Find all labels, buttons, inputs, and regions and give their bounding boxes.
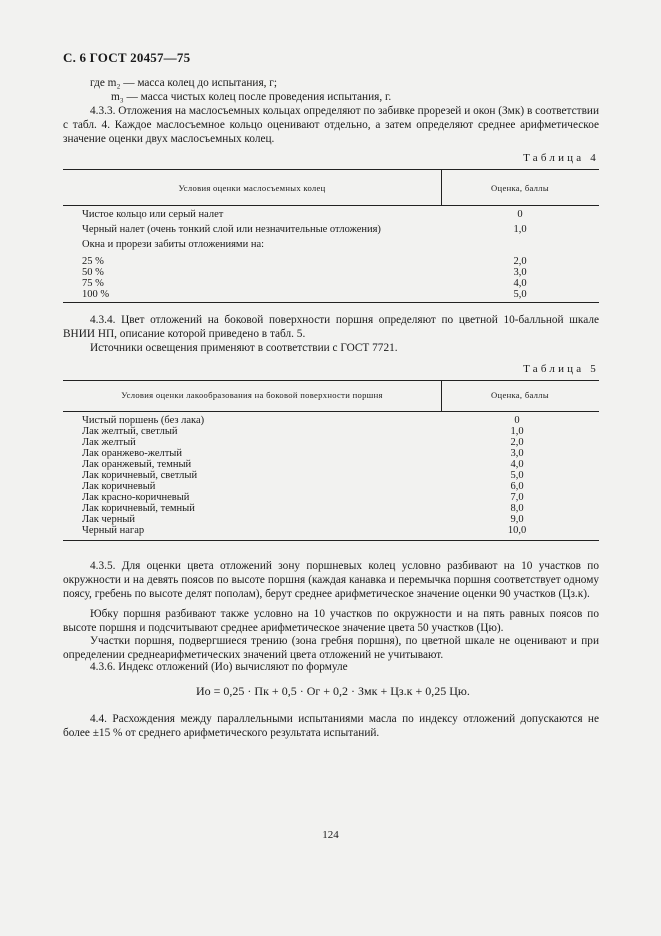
paragraph-4-3-3: 4.3.3. Отложения на маслосъемных кольцах определяют по забивке прорезей и окон (Змк) в соответствии с табл. 4. Каждое маслосъемное кольцо оценивают отдельно, а затем определяют среднее арифметическое значение оценки двух маслосъемных колец. [63,105,599,145]
table4-row-value: 1,0 [513,224,527,235]
table5-row-value: 9,0 [510,514,524,525]
table5-caption: Таблица 5 [523,363,599,375]
table5-row-label: Лак черный [82,514,135,525]
table5-row-label: Лак оранжевый, темный [82,459,192,470]
intro-m2: где m₂ — масса колец до испытания, г; [90,77,278,89]
paragraph-4-3-4: 4.3.4. Цвет отложений на боковой поверхности поршня определяют по цветной 10-балльной шкале ВНИИ НП, описание которой приведено в табл. 5. [63,314,599,340]
table4-subhead: Окна и прорези забиты отложениями на: [82,239,265,250]
table5-row-value: 3,0 [510,448,524,459]
table5-row-value: 6,0 [510,481,524,492]
table5-row-value: 8,0 [510,503,524,514]
table4-pct-label: 50 % [82,267,104,278]
table4-row-label: Чистое кольцо или серый налет [82,209,224,220]
table5-row-label: Лак коричневый, темный [82,503,195,514]
table5-row-value: 10,0 [507,525,527,536]
intro-m3: m₃ — масса чистых колец после проведения испытания, г. [111,91,392,103]
page-number: 124 [322,829,339,841]
table5-top-rule [63,380,599,381]
paragraph-4-3-5-friction: Участки поршня, подвергшиеся трению (зона гребня поршня), по цветной шкале не оценивают и при определении среднеарифметических значений цвета отложений не учитывают. [63,635,599,661]
table5-row-value: 7,0 [510,492,524,503]
table5-row-label: Лак желтый [82,437,136,448]
table5-row-value: 2,0 [510,437,524,448]
table5-row-label: Лак коричневый [82,481,156,492]
table4-pct-value: 5,0 [513,289,527,300]
table4-row-value: 0 [517,209,523,220]
paragraph-4-3-6: 4.3.6. Индекс отложений (Ио) вычисляют по формуле [90,661,348,673]
table5-row-value: 1,0 [510,426,524,437]
paragraph-4-3-5-skirt: Юбку поршня разбивают также условно на 10 участков по окружности и на пять равных поясов по высоте поршня и подсчитывают среднее арифметическое значение цвета 50 участков (Цю). [63,608,599,634]
table5-row-label: Лак коричневый, светлый [82,470,198,481]
table5-row-value: 4,0 [510,459,524,470]
table4-pct-label: 100 % [82,289,110,300]
table4-bottom-rule [63,302,599,303]
deposit-index-formula: Ио = 0,25 · Пк + 0,5 · Ог + 0,2 · Змк + Цз.к + 0,25 Цю. [196,684,470,698]
paragraph-4-3-5: 4.3.5. Для оценки цвета отложений зону поршневых колец условно разбивают на 10 участков по окружности и на девять поясов по высоте поршня (каждая канавка и перемычка поршня соответствует одному поясу, гребень по высоте делят пополам), берут среднее арифметическое значение оценки 90 участков (Цз.к). [63,560,599,600]
table5-header-score: Оценка, баллы [491,390,549,400]
table5-row-label: Чистый поршень (без лака) [82,415,205,426]
table5-header-conditions: Условия оценки лакообразования на боковой поверхности поршня [121,390,383,400]
table5-row-value: 0 [514,415,520,426]
table4-header-score: Оценка, баллы [491,183,549,193]
table5-row-label: Лак красно-коричневый [82,492,190,503]
table4-pct-value: 2,0 [513,256,527,267]
table4-header-conditions: Условия оценки маслосъемных колец [178,183,326,193]
table5-row-label: Лак оранжево-желтый [82,448,182,459]
table5-row-label: Черный нагар [82,525,145,536]
table4-top-rule [63,169,599,170]
table4-pct-label: 25 % [82,256,104,267]
table4-pct-label: 75 % [82,278,104,289]
table4-pct-value: 4,0 [513,278,527,289]
table5-header-rule [63,411,599,412]
table4-pct-value: 3,0 [513,267,527,278]
table4-row-label: Черный налет (очень тонкий слой или незначительные отложения) [82,224,381,235]
paragraph-4-4: 4.4. Расхождения между параллельными испытаниями масла по индексу отложений допускаются не более ±15 % от среднего арифметического результата испытаний. [63,713,599,739]
table5-row-value: 5,0 [510,470,524,481]
table4-caption: Таблица 4 [523,152,599,164]
page-header: С. 6 ГОСТ 20457—75 [63,50,191,65]
table4-header-rule [63,205,599,206]
paragraph-4-3-4-lighting: Источники освещения применяют в соответствии с ГОСТ 7721. [90,342,398,354]
table5-row-label: Лак желтый, светлый [82,426,178,437]
table5-bottom-rule [63,540,599,541]
